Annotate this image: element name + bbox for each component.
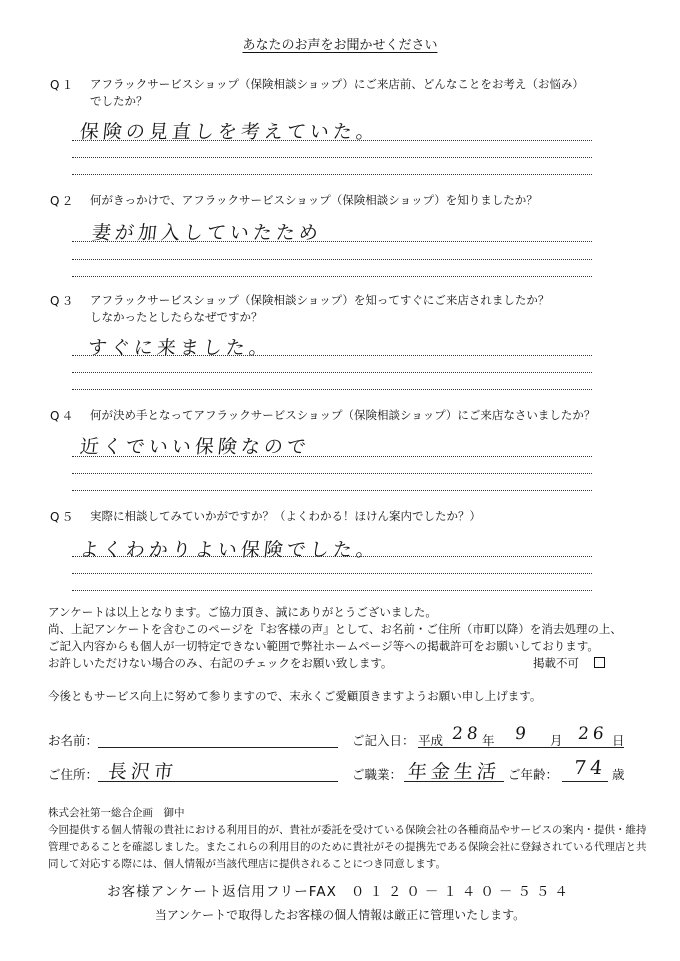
no-publish-checkbox[interactable] [594, 657, 605, 668]
page-title: あなたのお声をお聞かせください [242, 38, 438, 53]
address-line [98, 781, 338, 782]
fax-number[interactable]: ０１２０－１４０－５５４ [350, 884, 573, 900]
occupation-label: ご職業： [352, 767, 403, 782]
age-value[interactable]: 74 [572, 757, 608, 779]
age-label: ご年齢： [508, 767, 559, 782]
address-label: ご住所： [48, 767, 99, 782]
q3-text-line2: しなかったとしたらなぜですか？ [90, 310, 263, 324]
date-month[interactable]: 9 [513, 724, 531, 744]
q5-text-line1: 実際に相談してみていかがですか？（よくわかる！ほけん案内でしたか？） [90, 509, 481, 523]
q1-text-line2: でしたか？ [90, 94, 148, 108]
answer-line [72, 556, 592, 557]
answer-line [72, 140, 592, 141]
q2-text-line1: 何がきっかけで、アフラックサービスショップ（保険相談ショップ）を知りましたか？ [90, 193, 538, 207]
name-label: お名前： [48, 733, 99, 748]
answer-line [72, 372, 592, 373]
closing-line-4: お許しいただけない場合のみ、右記のチェックをお願い致します。 [48, 656, 393, 670]
answer-line [72, 473, 592, 474]
no-publish-label: 掲載不可 [533, 656, 579, 670]
answer-line [72, 241, 592, 242]
privacy-line-2: 管理であることを確認しました。またこれらの利用目的のために貴社がその提携先である保険会社に登録されている代理店と共 [48, 841, 647, 853]
fax-line [0, 880, 680, 900]
q4-text-line1: 何が決め手となってアフラックサービスショップ（保険相談ショップ）にご来店なさいましたか？ [90, 408, 596, 422]
month-unit: 月 [550, 733, 563, 748]
date-label: ご記入日： [352, 733, 415, 748]
answer-line [72, 355, 592, 356]
address-value[interactable]: 長沢市 [106, 761, 179, 783]
closing-line-2: 尚、上記アンケートを含むこのページを『お客様の声』として、お名前・ご住所（市町以降）を消去処理の上、 [48, 622, 622, 636]
privacy-line-3: 同して対応する際には、個人情報が当該代理店に提供されることにつき同意します。 [48, 858, 446, 870]
answer-line [72, 456, 592, 457]
date-year[interactable]: 28 [450, 724, 483, 744]
q4-number: Q４ [50, 409, 76, 423]
closing-line-3: ご記入内容からも個人が一切特定できない範囲で弊社ホームページ等への掲載許可をお願いしております。 [48, 639, 599, 653]
answer-line [72, 174, 592, 175]
q1-text-line1: アフラックサービスショップ（保険相談ショップ）にご来店前、どんなことをお考え（お悩み） [90, 77, 584, 91]
q3-answer[interactable]: すぐに来ました。 [86, 337, 274, 359]
q1-answer[interactable]: 保険の見直しを考えていた。 [78, 121, 381, 143]
q3-text-line1: アフラックサービスショップ（保険相談ショップ）を知ってすぐにご来店されましたか？ [90, 293, 550, 307]
fax-label: お客様アンケート返信用フリーFAX [107, 884, 337, 900]
answer-line [72, 157, 592, 158]
q2-number: Q２ [50, 194, 76, 208]
company-name: 株式会社第一総合企画 御中 [48, 807, 185, 819]
q5-number: Q５ [50, 510, 76, 524]
q2-answer[interactable]: 妻が加入していたため [90, 222, 324, 244]
day-unit: 日 [612, 733, 625, 748]
q3-number: Q３ [50, 294, 76, 308]
answer-line [72, 259, 592, 260]
q4-answer[interactable]: 近くでいい保険なので [78, 436, 312, 458]
answer-line [72, 590, 592, 591]
privacy-line-1: 今回提供する個人情報の貴社における利用目的が、貴社が委託を受けている保険会社の各種商品やサービスの案内・提供・維持 [48, 824, 647, 836]
answer-line [72, 276, 592, 277]
occupation-line [404, 781, 504, 782]
footer-note: 当アンケートで取得したお客様の個人情報は厳正に管理いたします。 [154, 908, 526, 922]
answer-line [72, 389, 592, 390]
answer-line [72, 573, 592, 574]
closing-line-1: アンケートは以上となります。ご協力頂き、誠にありがとうございました。 [48, 605, 437, 619]
age-line [562, 781, 608, 782]
date-era: 平成 [418, 733, 444, 748]
year-unit: 年 [482, 733, 495, 748]
date-line [418, 747, 624, 748]
thanks-text: 今後ともサービス向上に努めて参りますので、末永くご愛顧頂きますようお願い申し上げます。 [48, 689, 542, 703]
name-line [98, 747, 338, 748]
age-unit: 歳 [612, 767, 625, 782]
q5-answer[interactable]: よくわかりよい保険でした。 [78, 539, 381, 561]
q1-number: Q１ [50, 78, 76, 92]
answer-line [72, 490, 592, 491]
occupation-value[interactable]: 年金生活 [406, 761, 502, 783]
date-day[interactable]: 26 [576, 724, 609, 744]
